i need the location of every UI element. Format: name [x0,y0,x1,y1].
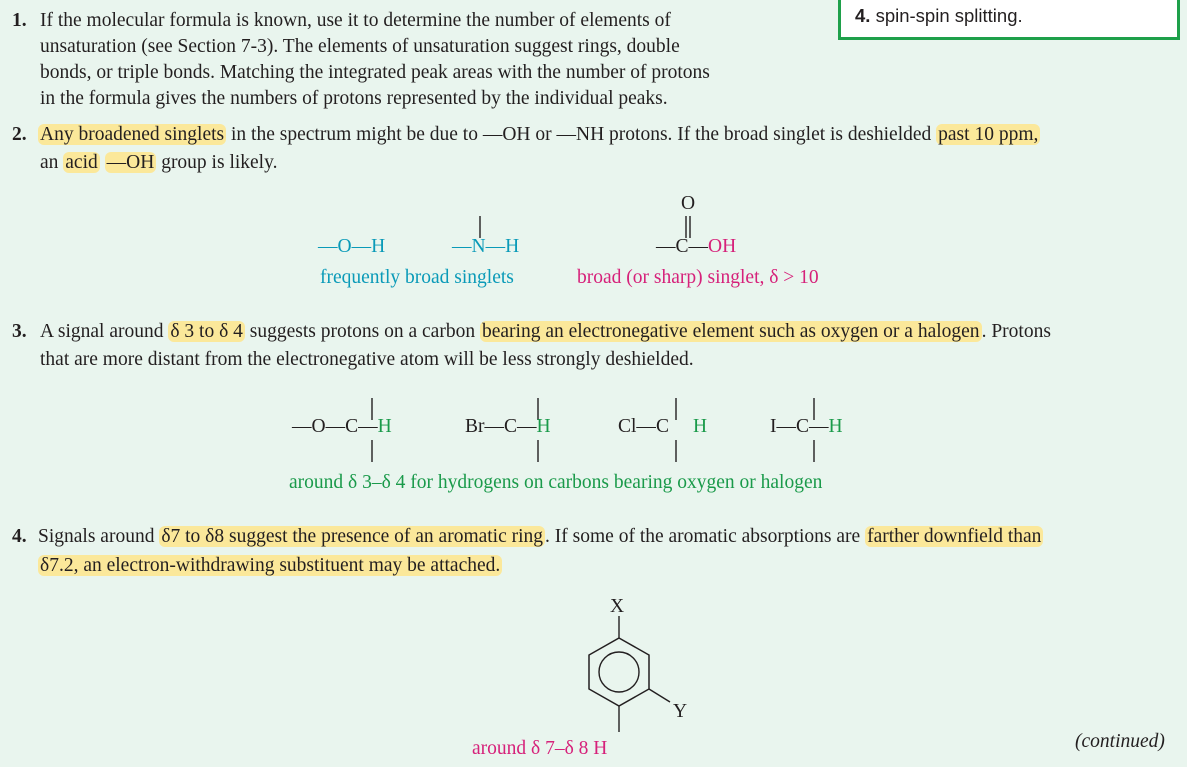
item2-text-oh: —OH or [482,124,557,145]
highlight-acid: acid [65,152,98,173]
caption-acid-singlet: broad (or sharp) singlet, δ > 10 [577,267,819,288]
highlight-downfield: farther downfield than [867,526,1042,547]
ring-hexagon [589,638,649,706]
ether-c: C [345,416,359,437]
item3-line1 [40,319,1051,345]
sidebar-box [838,0,1180,40]
item4-text-b: . If some of the aromatic absorptions are [545,526,866,547]
chloro-c: C [655,416,669,437]
item2-text-nh: —NH protons. If the broad singlet is deshielded [556,124,937,145]
substituent-y: Y [673,701,688,722]
ring-circle [599,652,639,692]
amine-text: —N—H [452,236,520,257]
item3-text-a: A signal around [40,321,169,342]
carboxyl-structure [656,236,736,258]
iodo-structure: I—C—H [770,416,843,437]
iodo-c: C [796,416,810,437]
highlight-withdrawing: δ7.2, an electron-withdrawing substituent may be attached. [40,555,501,576]
carboxyl-carbon: —C— [656,236,709,257]
iodo-h: H [828,416,843,437]
sidebox-label: spin-spin splitting. [875,5,1023,26]
chloro-cl: Cl— [618,416,656,437]
item1-line4: in the formula gives the numbers of protons represented by the individual peaks. [40,88,668,109]
item1-line2: unsaturation (see Section 7-3). The elements of unsaturation suggest rings, double [40,36,680,57]
bromo-h: H [536,416,551,437]
item4-line1 [38,524,1043,550]
highlight-electronegative: bearing an electronegative element such as oxygen or a halogen [481,321,980,342]
bromo-structure: Br—C—H [465,416,551,437]
benzene-ring [570,614,680,744]
item2-line2 [40,150,277,176]
item3-number: 3. [12,321,27,342]
hydroxyl-structure [318,236,385,258]
item2-text-group: group is likely. [156,152,278,173]
ether-structure: —O—C—H [292,416,392,437]
highlight-delta-3-4: δ 3 to δ 4 [170,321,243,342]
sidebar-box-text [855,5,1023,27]
caption-aromatic: around δ 7–δ 8 H [472,738,608,759]
sidebox-number: 4. [855,5,871,26]
highlight-past-10ppm: past 10 ppm, [938,124,1039,145]
carbonyl-o: O [681,193,696,214]
caption-halogen: around δ 3–δ 4 for hydrogens on carbons bearing oxygen or halogen [289,472,823,493]
item1-number: 1. [12,10,27,31]
ether-h: H [377,416,392,437]
caption-broad-singlets: frequently broad singlets [320,267,514,288]
iodo-i: I— [770,416,796,437]
highlight-aromatic: δ7 to δ8 suggest the presence of an aromatic ring [161,526,544,547]
item4-text-a: Signals around [38,526,160,547]
amine-structure [452,236,519,258]
highlight-broadened-singlets: Any broadened singlets [40,124,225,145]
item3-text-b: suggests protons on a carbon [244,321,480,342]
ether-o: —O— [292,416,346,437]
item4-line2 [38,553,502,579]
bond-y [649,689,670,702]
item2-text-an: an [40,152,64,173]
item2-number: 2. [12,124,27,145]
item1-line3: bonds, or triple bonds. Matching the integrated peak areas with the number of protons [40,62,710,83]
chloro-h: H [692,416,708,437]
item2-line1 [38,122,1040,148]
substituent-x: X [610,596,625,617]
item1-line1: If the molecular formula is known, use it to determine the number of elements of [40,10,671,31]
item2-text-a: in the spectrum might be due to [226,124,483,145]
chloro-structure [618,416,707,438]
hydroxyl-text: —O—H [318,236,386,257]
continued-label: (continued) [1075,731,1165,752]
bromo-br: Br— [465,416,504,437]
bromo-c: C [504,416,518,437]
item3-text-c: . Protons [981,321,1051,342]
item4-number: 4. [12,526,27,547]
carboxyl-oh: OH [708,236,737,257]
item3-line2: that are more distant from the electronegative atom will be less strongly deshielded. [40,349,694,370]
highlight-oh: —OH [106,152,155,173]
